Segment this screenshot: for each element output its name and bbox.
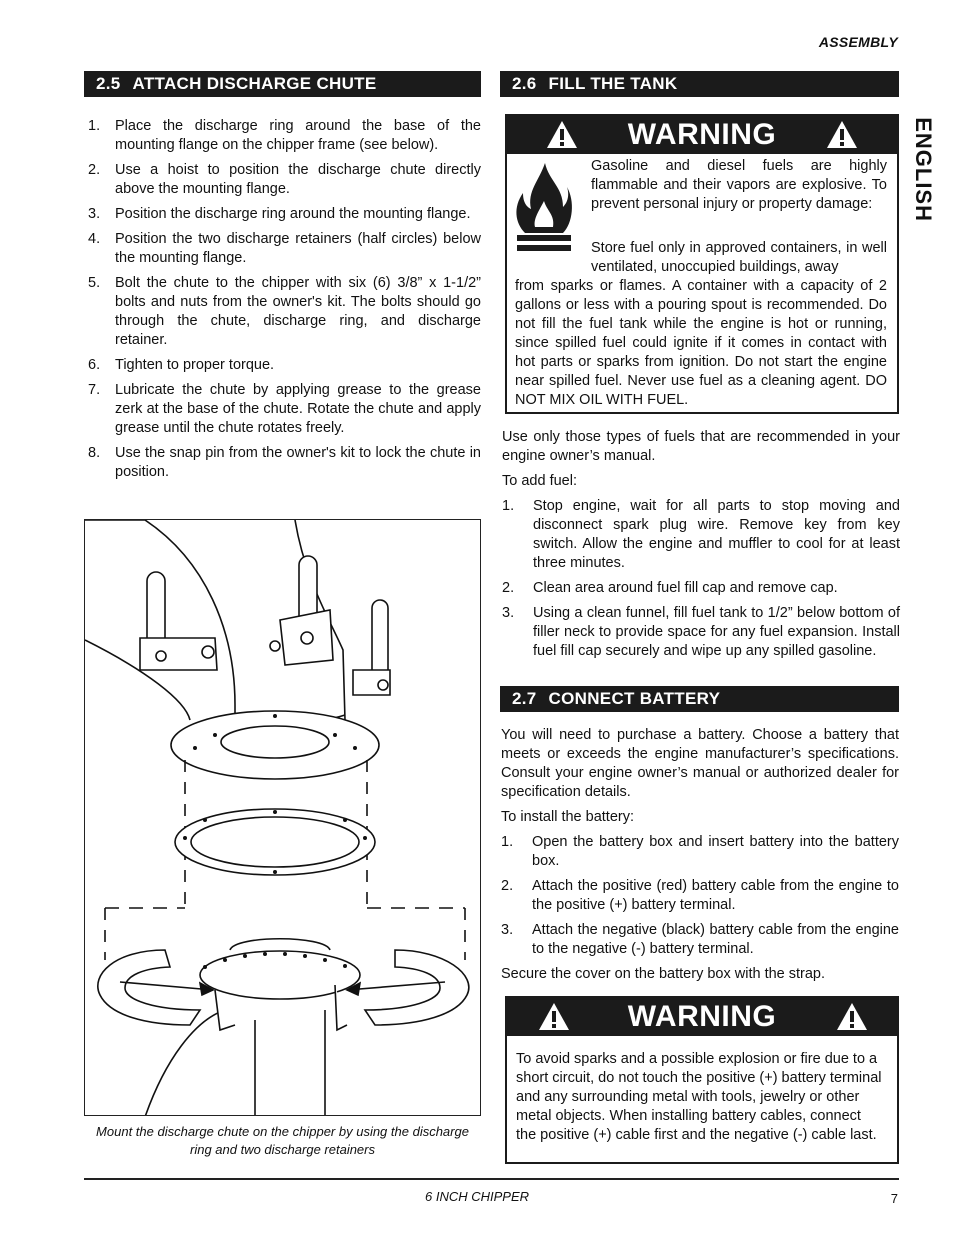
step-text: Place the discharge ring around the base of the mounting flange on the chipper frame (see below).	[115, 118, 481, 153]
section-number: 2.6	[512, 74, 537, 93]
list-item	[502, 579, 900, 598]
list-item	[501, 833, 899, 871]
to-add-fuel: To add fuel:	[502, 473, 577, 489]
step-text: Stop engine, wait for all parts to stop moving and disconnect spark plug wire. Remove key from key switch. Allow the engine and muffler to cool for at least three minutes.	[533, 498, 900, 571]
footer-title: 6 INCH CHIPPER	[424, 1189, 530, 1204]
secure-cover-text: Secure the cover on the battery box with the strap.	[501, 966, 826, 982]
step-number: 1.	[88, 118, 101, 134]
warning-triangle-icon	[825, 119, 859, 150]
fuel-warning-para2-rest: from sparks or flames. A container with a capacity of 2 gallons or less with a pouring spout is recommended. Do not fill the fuel tank while the engine is hot or running, since spilled fuel could ignite if it comes in contact with hot parts or sparks from ignition. Do not start the engine near spilled fuel. Never use fuel as a cleaning agent. DO NOT MIX OIL WITH FUEL.	[515, 278, 887, 408]
page-number: 7	[890, 1191, 898, 1206]
section-title: ATTACH DISCHARGE CHUTE	[132, 74, 377, 93]
step-text: Lubricate the chute by applying grease to the grease zerk at the base of the chute. Rotate the chute and apply grease until the chute rotates freely.	[115, 382, 481, 436]
step-text: Using a clean funnel, fill fuel tank to 1/2” below bottom of filler neck to provide space for any fuel expansion. Install fuel fill cap securely and wipe up any spilled gasoline.	[533, 605, 900, 659]
step-text: Attach the positive (red) battery cable from the engine to the positive (+) battery terminal.	[532, 878, 899, 913]
step-text: Position the two discharge retainers (half circles) below the mounting flange.	[115, 231, 481, 266]
footer-rule	[84, 1178, 899, 1180]
section-2-5-heading	[84, 71, 481, 97]
fuel-warning-para1: Gasoline and diesel fuels are highly flammable and their vapors are explosive. To prevent personal injury or property damage:	[591, 158, 887, 212]
section-number: 2.7	[512, 689, 537, 708]
chute-assembly-drawing	[85, 520, 481, 1116]
list-item	[501, 921, 899, 959]
step-number: 3.	[501, 922, 514, 938]
fuel-intro: Use only those types of fuels that are recommended in your engine owner’s manual.	[502, 429, 900, 464]
list-item	[84, 230, 481, 268]
list-item	[502, 604, 900, 661]
step-number: 2.	[88, 162, 101, 178]
step-number: 3.	[502, 605, 515, 621]
step-number: 1.	[502, 498, 515, 514]
discharge-chute-illustration	[84, 519, 481, 1116]
figure-caption: Mount the discharge chute on the chipper by using the discharge ring and two discharge retainers	[96, 1124, 469, 1157]
list-item	[84, 381, 481, 438]
battery-warning-text: To avoid sparks and a possible explosion or fire due to a short circuit, do not touch the positive (+) battery terminal and any surrounding metal with tools, jewelry or other metal objects. When installing battery cables, connect the positive (+) cable first and the negative (-) cable last.	[516, 1051, 882, 1143]
fill-tank-body	[502, 428, 900, 667]
fuel-steps-list	[502, 497, 900, 661]
section-2-7-heading	[500, 686, 899, 712]
step-text: Open the battery box and insert battery into the battery box.	[532, 834, 899, 869]
step-text: Clean area around fuel fill cap and remove cap.	[533, 580, 838, 596]
step-number: 2.	[501, 878, 514, 894]
step-number: 8.	[88, 445, 101, 461]
list-item	[502, 497, 900, 573]
step-number: 4.	[88, 231, 101, 247]
battery-intro: You will need to purchase a battery. Choose a battery that meets or exceeds the engine manufacturer’s specifications. Consult your engine owner’s manual or authorized dealer for specification details.	[501, 727, 899, 800]
step-number: 2.	[502, 580, 515, 596]
list-item	[84, 274, 481, 350]
battery-steps-list	[501, 833, 899, 959]
step-number: 3.	[88, 206, 101, 222]
step-text: Tighten to proper torque.	[115, 357, 275, 373]
fuel-warning-box	[505, 114, 899, 414]
step-text: Use the snap pin from the owner's kit to lock the chute in position.	[115, 445, 481, 480]
to-install-battery: To install the battery:	[501, 809, 634, 825]
step-text: Position the discharge ring around the mounting flange.	[115, 206, 471, 222]
list-item	[84, 356, 481, 375]
step-number: 1.	[501, 834, 514, 850]
connect-battery-body	[501, 726, 899, 990]
warning-title: WARNING	[627, 1000, 777, 1033]
warning-header	[507, 998, 897, 1036]
battery-warning-box	[505, 996, 899, 1164]
warning-header	[507, 116, 897, 154]
list-item	[84, 161, 481, 199]
section-number: 2.5	[96, 74, 121, 93]
step-text: Bolt the chute to the chipper with six (6) 3/8” x 1-1/2” bolts and nuts from the owner's kit. The bolts should go through the chute, discharge ring, and discharge retainer.	[115, 275, 481, 348]
step-number: 7.	[88, 382, 101, 398]
step-text: Use a hoist to position the discharge chute directly above the mounting flange.	[115, 162, 481, 197]
step-text: Attach the negative (black) battery cable from the engine to the negative (-) battery terminal.	[532, 922, 899, 957]
fuel-warning-para2-lead: Store fuel only in approved containers, in well ventilated, unoccupied buildings, away	[591, 240, 887, 275]
fire-hazard-icon	[513, 161, 575, 257]
step-number: 6.	[88, 357, 101, 373]
list-item	[84, 205, 481, 224]
chute-steps-list	[84, 117, 481, 488]
language-tab: ENGLISH	[911, 117, 936, 222]
section-title: CONNECT BATTERY	[548, 689, 721, 708]
list-item	[84, 444, 481, 482]
step-number: 5.	[88, 275, 101, 291]
warning-triangle-icon	[835, 1001, 869, 1032]
section-header-label: ASSEMBLY	[818, 34, 898, 50]
warning-title: WARNING	[627, 118, 777, 151]
list-item	[84, 117, 481, 155]
list-item	[501, 877, 899, 915]
section-2-6-heading	[500, 71, 899, 97]
section-title: FILL THE TANK	[548, 74, 678, 93]
